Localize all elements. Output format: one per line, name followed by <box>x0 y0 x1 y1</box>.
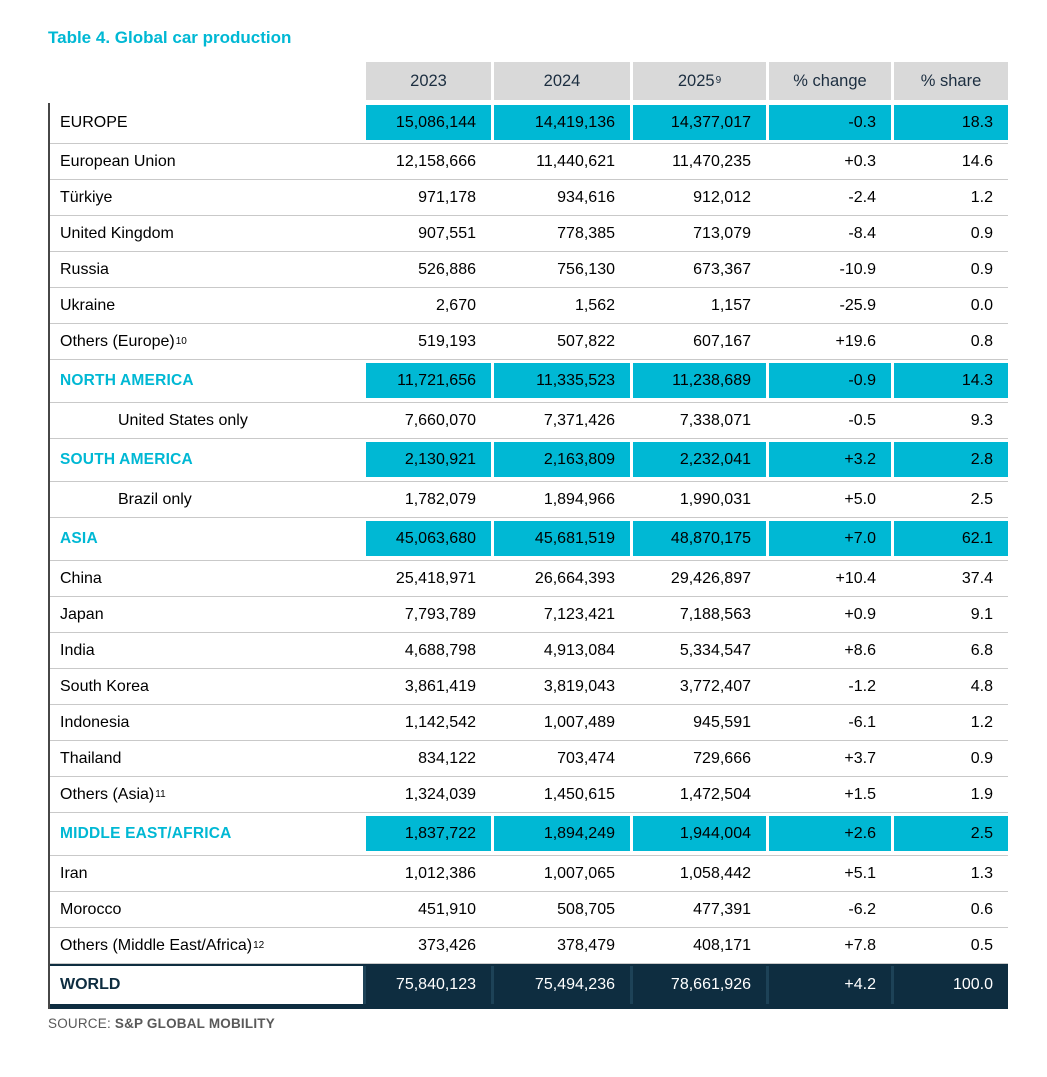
value-cell-2024: 4,913,084 <box>491 633 630 668</box>
value-cell-2023: 907,551 <box>363 216 491 251</box>
row-label: Brazil only <box>118 490 192 508</box>
value-cell-2023: 11,721,656 <box>363 363 491 398</box>
row-label: Iran <box>60 864 88 882</box>
table-row-ukraine <box>50 288 1008 324</box>
value-cell-pct-change: +1.5 <box>766 777 891 812</box>
value-cell-2024: 507,822 <box>491 324 630 359</box>
value-cell-2025: 713,079 <box>630 216 766 251</box>
value-cell-2023: 45,063,680 <box>363 521 491 556</box>
row-label: Türkiye <box>60 188 113 206</box>
value-cell-pct-change: +5.0 <box>766 482 891 517</box>
row-label: Ukraine <box>60 296 116 314</box>
header-spacer <box>48 62 363 100</box>
value-cell-2023: 519,193 <box>363 324 491 359</box>
value-cell-2023: 1,324,039 <box>363 777 491 812</box>
value-cell-2025: 1,472,504 <box>630 777 766 812</box>
table-row-south-america <box>50 439 1008 482</box>
value-cell-2023: 1,837,722 <box>363 816 491 851</box>
value-cell-2024: 26,664,393 <box>491 561 630 596</box>
value-cell-2024: 7,123,421 <box>491 597 630 632</box>
value-cell-2025: 78,661,926 <box>630 966 766 1004</box>
column-header-2023: 2023 <box>363 62 491 100</box>
table-row-world <box>50 964 1008 1009</box>
value-cell-2025: 1,058,442 <box>630 856 766 891</box>
source-prefix: SOURCE: <box>48 1016 115 1031</box>
value-cell-pct-change: +8.6 <box>766 633 891 668</box>
row-label: South Korea <box>60 677 149 695</box>
value-cell-2024: 45,681,519 <box>491 521 630 556</box>
value-cell-2023: 2,670 <box>363 288 491 323</box>
value-cell-2023: 1,782,079 <box>363 482 491 517</box>
value-cell-2024: 934,616 <box>491 180 630 215</box>
row-label: European Union <box>60 152 176 170</box>
table-row-others-europe <box>50 324 1008 360</box>
value-cell-pct-share: 0.5 <box>891 928 1008 963</box>
row-label: WORLD <box>60 976 121 993</box>
value-cell-2023: 12,158,666 <box>363 144 491 179</box>
value-cell-pct-share: 2.5 <box>891 482 1008 517</box>
value-cell-2024: 1,007,065 <box>491 856 630 891</box>
column-header-change: % change <box>766 62 891 100</box>
value-cell-2025: 2,232,041 <box>630 442 766 477</box>
table-row-morocco <box>50 892 1008 928</box>
row-label: Russia <box>60 260 109 278</box>
value-cell-pct-share: 100.0 <box>891 966 1008 1004</box>
row-label: Others (Middle East/Africa) 12 <box>60 936 265 954</box>
value-cell-pct-share: 14.6 <box>891 144 1008 179</box>
table-row-india <box>50 633 1008 669</box>
table-row-europe <box>50 103 1008 144</box>
value-cell-2024: 703,474 <box>491 741 630 776</box>
row-label: ASIA <box>60 529 98 547</box>
value-cell-2024: 1,894,966 <box>491 482 630 517</box>
table-row-middle-east-africa <box>50 813 1008 856</box>
value-cell-2024: 756,130 <box>491 252 630 287</box>
value-cell-pct-share: 6.8 <box>891 633 1008 668</box>
value-cell-pct-share: 37.4 <box>891 561 1008 596</box>
table-row-t-rkiye <box>50 180 1008 216</box>
table-row-thailand <box>50 741 1008 777</box>
value-cell-2025: 3,772,407 <box>630 669 766 704</box>
value-cell-2023: 526,886 <box>363 252 491 287</box>
row-label: NORTH AMERICA <box>60 371 194 389</box>
value-cell-pct-share: 14.3 <box>891 363 1008 398</box>
value-cell-pct-change: -6.2 <box>766 892 891 927</box>
value-cell-pct-change: +5.1 <box>766 856 891 891</box>
value-cell-2025: 5,334,547 <box>630 633 766 668</box>
table-row-japan <box>50 597 1008 633</box>
value-cell-2024: 14,419,136 <box>491 105 630 140</box>
row-label: Japan <box>60 605 104 623</box>
value-cell-pct-share: 0.9 <box>891 741 1008 776</box>
table-row-north-america <box>50 360 1008 403</box>
row-label: Others (Asia) 11 <box>60 785 166 803</box>
value-cell-2025: 29,426,897 <box>630 561 766 596</box>
value-cell-pct-share: 0.9 <box>891 216 1008 251</box>
table-row-united-kingdom <box>50 216 1008 252</box>
value-cell-2025: 48,870,175 <box>630 521 766 556</box>
value-cell-pct-change: +0.3 <box>766 144 891 179</box>
source-name: S&P GLOBAL MOBILITY <box>114 1016 275 1031</box>
value-cell-pct-change: +0.9 <box>766 597 891 632</box>
table-header-row <box>48 62 1008 100</box>
table-row-brazil-only <box>50 482 1008 518</box>
production-table <box>48 62 1008 1009</box>
table-row-others-middle-east-africa <box>50 928 1008 964</box>
value-cell-pct-change: -0.3 <box>766 105 891 140</box>
value-cell-pct-share: 0.9 <box>891 252 1008 287</box>
value-cell-pct-change: +7.8 <box>766 928 891 963</box>
value-cell-pct-change: +3.7 <box>766 741 891 776</box>
row-label: China <box>60 569 102 587</box>
column-header-2024: 2024 <box>491 62 630 100</box>
value-cell-pct-change: +7.0 <box>766 521 891 556</box>
value-cell-pct-change: +19.6 <box>766 324 891 359</box>
row-label: Indonesia <box>60 713 130 731</box>
value-cell-2025: 912,012 <box>630 180 766 215</box>
row-label: SOUTH AMERICA <box>60 450 193 468</box>
row-label: Others (Europe) 10 <box>60 332 187 350</box>
value-cell-2025: 729,666 <box>630 741 766 776</box>
table-row-european-union <box>50 144 1008 180</box>
value-cell-2025: 11,470,235 <box>630 144 766 179</box>
value-cell-2023: 971,178 <box>363 180 491 215</box>
value-cell-pct-share: 1.3 <box>891 856 1008 891</box>
value-cell-2023: 1,012,386 <box>363 856 491 891</box>
value-cell-2023: 75,840,123 <box>363 966 491 1004</box>
value-cell-2023: 7,793,789 <box>363 597 491 632</box>
row-label: United Kingdom <box>60 224 174 242</box>
value-cell-2024: 1,450,615 <box>491 777 630 812</box>
table-row-russia <box>50 252 1008 288</box>
value-cell-2025: 408,171 <box>630 928 766 963</box>
value-cell-pct-change: -6.1 <box>766 705 891 740</box>
value-cell-2025: 607,167 <box>630 324 766 359</box>
value-cell-pct-change: +4.2 <box>766 966 891 1004</box>
table-rows <box>48 103 1008 1009</box>
table-row-asia <box>50 518 1008 561</box>
value-cell-2025: 1,157 <box>630 288 766 323</box>
value-cell-2025: 7,188,563 <box>630 597 766 632</box>
table-row-south-korea <box>50 669 1008 705</box>
value-cell-2025: 11,238,689 <box>630 363 766 398</box>
value-cell-pct-share: 1.2 <box>891 180 1008 215</box>
value-cell-2023: 4,688,798 <box>363 633 491 668</box>
value-cell-2024: 11,440,621 <box>491 144 630 179</box>
value-cell-pct-share: 2.8 <box>891 442 1008 477</box>
value-cell-pct-change: +3.2 <box>766 442 891 477</box>
value-cell-2024: 1,894,249 <box>491 816 630 851</box>
value-cell-2024: 1,562 <box>491 288 630 323</box>
value-cell-pct-change: -0.9 <box>766 363 891 398</box>
value-cell-pct-change: -0.5 <box>766 403 891 438</box>
value-cell-pct-share: 0.8 <box>891 324 1008 359</box>
value-cell-2025: 945,591 <box>630 705 766 740</box>
value-cell-2023: 7,660,070 <box>363 403 491 438</box>
value-cell-2024: 508,705 <box>491 892 630 927</box>
value-cell-2023: 3,861,419 <box>363 669 491 704</box>
value-cell-2024: 7,371,426 <box>491 403 630 438</box>
value-cell-2024: 2,163,809 <box>491 442 630 477</box>
column-header-2025: 2025 9 <box>630 62 766 100</box>
value-cell-2023: 2,130,921 <box>363 442 491 477</box>
row-label: United States only <box>118 411 248 429</box>
row-label: India <box>60 641 95 659</box>
value-cell-pct-share: 9.1 <box>891 597 1008 632</box>
value-cell-2024: 1,007,489 <box>491 705 630 740</box>
value-cell-2023: 373,426 <box>363 928 491 963</box>
value-cell-pct-share: 18.3 <box>891 105 1008 140</box>
row-label: Thailand <box>60 749 122 767</box>
row-label: EUROPE <box>60 113 128 131</box>
value-cell-pct-change: -8.4 <box>766 216 891 251</box>
value-cell-2025: 673,367 <box>630 252 766 287</box>
value-cell-2023: 834,122 <box>363 741 491 776</box>
value-cell-2025: 14,377,017 <box>630 105 766 140</box>
value-cell-pct-change: +2.6 <box>766 816 891 851</box>
source-line <box>48 1016 1047 1031</box>
value-cell-2025: 1,944,004 <box>630 816 766 851</box>
table-row-iran <box>50 856 1008 892</box>
value-cell-pct-change: -25.9 <box>766 288 891 323</box>
value-cell-pct-share: 0.0 <box>891 288 1008 323</box>
value-cell-pct-change: -1.2 <box>766 669 891 704</box>
value-cell-pct-share: 1.2 <box>891 705 1008 740</box>
value-cell-2024: 11,335,523 <box>491 363 630 398</box>
table-row-china <box>50 561 1008 597</box>
value-cell-2024: 3,819,043 <box>491 669 630 704</box>
row-label: MIDDLE EAST/AFRICA <box>60 824 232 842</box>
value-cell-2023: 451,910 <box>363 892 491 927</box>
value-cell-2023: 15,086,144 <box>363 105 491 140</box>
value-cell-2024: 75,494,236 <box>491 966 630 1004</box>
table-row-others-asia <box>50 777 1008 813</box>
value-cell-2024: 778,385 <box>491 216 630 251</box>
row-label: Morocco <box>60 900 122 918</box>
value-cell-2025: 7,338,071 <box>630 403 766 438</box>
value-cell-2023: 1,142,542 <box>363 705 491 740</box>
value-cell-pct-share: 1.9 <box>891 777 1008 812</box>
value-cell-2025: 477,391 <box>630 892 766 927</box>
page-title: Table 4. Global car production <box>48 28 292 47</box>
value-cell-pct-share: 62.1 <box>891 521 1008 556</box>
table-row-united-states-only <box>50 403 1008 439</box>
value-cell-pct-share: 2.5 <box>891 816 1008 851</box>
column-header-share: % share <box>891 62 1008 100</box>
value-cell-pct-share: 9.3 <box>891 403 1008 438</box>
value-cell-pct-change: +10.4 <box>766 561 891 596</box>
value-cell-pct-share: 4.8 <box>891 669 1008 704</box>
value-cell-pct-change: -10.9 <box>766 252 891 287</box>
value-cell-pct-change: -2.4 <box>766 180 891 215</box>
table-row-indonesia <box>50 705 1008 741</box>
value-cell-pct-share: 0.6 <box>891 892 1008 927</box>
value-cell-2023: 25,418,971 <box>363 561 491 596</box>
value-cell-2025: 1,990,031 <box>630 482 766 517</box>
value-cell-2024: 378,479 <box>491 928 630 963</box>
